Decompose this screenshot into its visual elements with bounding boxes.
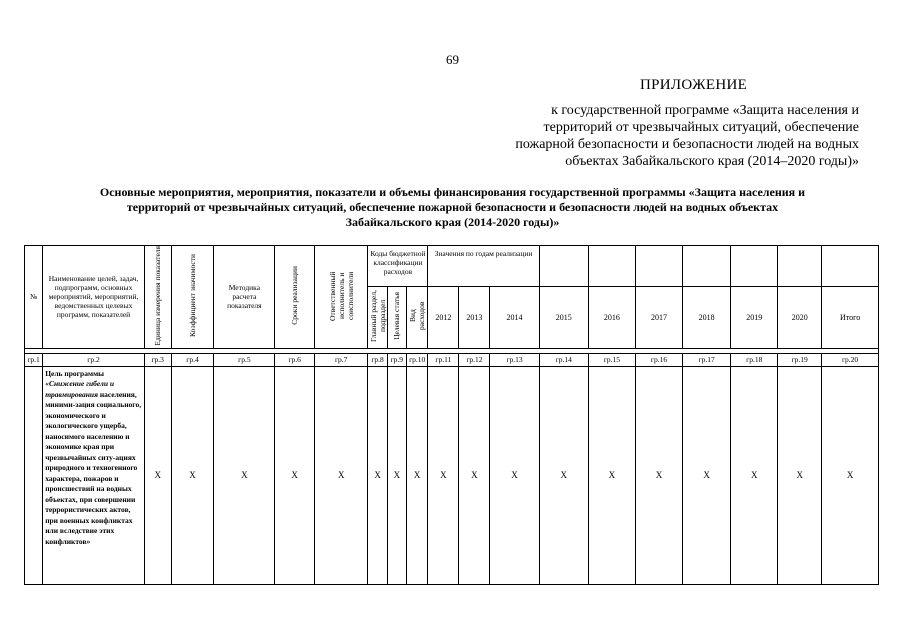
header-empty (778, 246, 822, 287)
page-number: 69 (446, 52, 459, 67)
goal-name-cell (43, 366, 145, 584)
column-number: гр.5 (214, 353, 275, 366)
column-number: гр.18 (731, 353, 778, 366)
header-num: № (25, 246, 43, 349)
header-year: 2015 (539, 287, 588, 349)
program-table (24, 245, 879, 585)
header-coef: Коэффициент значимости (171, 246, 214, 349)
header-year: 2020 (778, 287, 822, 349)
column-number: гр.1 (25, 353, 43, 366)
goal-value-cell: X (275, 366, 315, 584)
goal-value-cell: X (171, 366, 214, 584)
header-budget-type: Вид расходов (406, 287, 427, 349)
appendix-line: объектах Забайкальского края (2014–2020 годы)» (565, 154, 859, 169)
column-number: гр.15 (588, 353, 635, 366)
column-number-row (25, 353, 879, 366)
goal-label-italic: «Снижение гибели и травмирования (45, 379, 115, 399)
header-total: Итого (822, 287, 879, 349)
header-terms: Сроки реализации (275, 246, 315, 349)
appendix-title: ПРИЛОЖЕНИЕ (640, 77, 748, 93)
column-number: гр.20 (822, 353, 879, 366)
goal-label-lead: Цель программы (45, 368, 105, 378)
goal-value-cell: X (214, 366, 275, 584)
goal-value-cell: X (368, 366, 387, 584)
header-year: 2012 (428, 287, 459, 349)
column-number: гр.6 (275, 353, 315, 366)
appendix-line: к государственной программе «Защита населения и (551, 103, 859, 118)
goal-value-cell: X (314, 366, 368, 584)
header-responsible: Ответственный исполнитель и соисполнители (314, 246, 368, 349)
goal-value-cell: X (731, 366, 778, 584)
goal-value-cell: X (428, 366, 459, 584)
header-year: 2017 (635, 287, 682, 349)
heading-line: Забайкальского края (2014-2020 годы)» (345, 215, 560, 229)
column-number: гр.11 (428, 353, 459, 366)
header-year: 2018 (683, 287, 731, 349)
header-year: 2019 (731, 287, 778, 349)
goal-value-cell: X (387, 366, 406, 584)
goal-value-cell: X (459, 366, 490, 584)
header-year: 2016 (588, 287, 635, 349)
header-row-top (25, 246, 879, 287)
goal-value-cell: X (490, 366, 539, 584)
header-budget-section: Главный раздел, подраздел (368, 287, 387, 349)
header-unit: Единица измерения показателя (144, 246, 171, 349)
goal-value-cell: X (683, 366, 731, 584)
goal-value-cell: X (822, 366, 879, 584)
header-empty (822, 246, 879, 287)
table-row-goal (25, 366, 879, 584)
header-method: Методика расчета показателя (214, 246, 275, 349)
goal-value-cell: X (588, 366, 635, 584)
heading-line: территорий от чрезвычайных ситуаций, обеспечение пожарной безопасности и безопасности людей на водных объектах (126, 200, 779, 214)
column-number: гр.16 (635, 353, 682, 366)
header-budget-codes: Коды бюджетной классификации расходов (368, 246, 428, 287)
column-number: гр.2 (43, 353, 145, 366)
header-empty (635, 246, 682, 287)
column-number: гр.12 (459, 353, 490, 366)
header-year: 2014 (490, 287, 539, 349)
header-year: 2013 (459, 287, 490, 349)
goal-value-cell: X (539, 366, 588, 584)
column-number: гр.3 (144, 353, 171, 366)
header-empty (731, 246, 778, 287)
appendix-line: пожарной безопасности и безопасности людей на водных (515, 137, 859, 152)
column-number: гр.14 (539, 353, 588, 366)
column-number: гр.4 (171, 353, 214, 366)
header-name: Наименование целей, задач, подпрограмм, основных мероприятий, мероприятий, ведомственных целевых программ, показателей (43, 246, 145, 349)
goal-num-cell (25, 366, 43, 584)
appendix-line: территорий от чрезвычайных ситуаций, обеспечение (543, 120, 859, 135)
column-number: гр.7 (314, 353, 368, 366)
column-number: гр.8 (368, 353, 387, 366)
header-budget-article: Целевая статья (387, 287, 406, 349)
header-empty (683, 246, 731, 287)
document-heading (30, 185, 875, 230)
header-empty (588, 246, 635, 287)
goal-value-cell: X (778, 366, 822, 584)
appendix-text (439, 102, 859, 170)
goal-label-rest: населения, миними-зация социального, экономического и экологического ущерба, наносимого населению и экономике края при чрезвычайных ситу-ациях природного и техногенного характера, пожаров и происшествий на водных объектах, при совершении террористических актов, при военных конфликтах или вследствие этих конфликтов» (45, 389, 142, 546)
header-empty (539, 246, 588, 287)
header-values-by-year: Значения по годам реализации (428, 246, 539, 287)
column-number: гр.17 (683, 353, 731, 366)
column-number: гр.19 (778, 353, 822, 366)
goal-value-cell: X (406, 366, 427, 584)
column-number: гр.10 (406, 353, 427, 366)
goal-value-cell: X (635, 366, 682, 584)
goal-value-cell: X (144, 366, 171, 584)
column-number: гр.9 (387, 353, 406, 366)
heading-line: Основные мероприятия, мероприятия, показатели и объемы финансирования государственной программы «Защита населения и (99, 185, 806, 199)
column-number: гр.13 (490, 353, 539, 366)
